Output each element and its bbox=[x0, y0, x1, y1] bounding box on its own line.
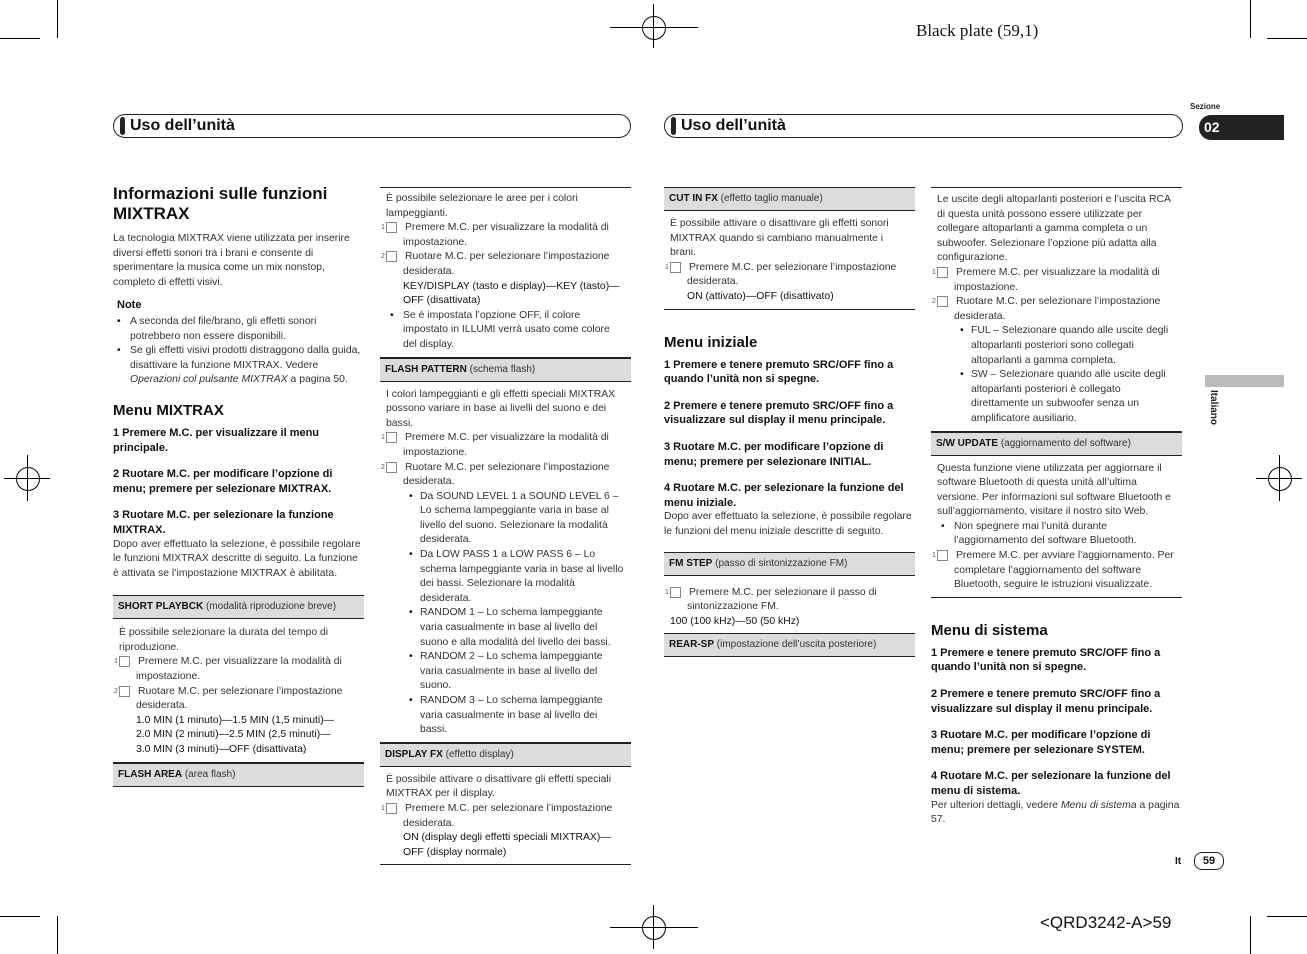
intro-text: La tecnologia MIXTRAX viene utilizzata per inserire diversi effetti sonori tra i brani e consente di sperimentare la musica come un mix nonstop, completo di effetti visivi. bbox=[113, 233, 350, 288]
step-3-text: Dopo aver effettuato la selezione, è possibile regolare le funzioni MIXTRAX descritte di seguito. La funzione è attivata se l’impostazione MIXTRAX è abilitata. bbox=[113, 538, 361, 579]
setting-bar-sw-update bbox=[931, 432, 1182, 456]
setting-box bbox=[380, 382, 631, 743]
option-item: • SW – Selezionare quando alle uscite degli altoparlanti posteriori è collegato direttamente un subwoofer senza un amplificatore ausiliario. bbox=[937, 368, 1176, 426]
setting-name: SHORT PLAYBCK bbox=[118, 601, 204, 613]
setting-bar-rear-sp bbox=[664, 634, 915, 657]
note-heading: Note bbox=[117, 299, 142, 312]
section-number-tab: 02 bbox=[1199, 115, 1284, 140]
option-list: 3.0 MIN (3 minuti)—OFF (disattivata) bbox=[136, 744, 307, 756]
setting-name: FM STEP bbox=[669, 557, 713, 569]
setting-desc: (schema flash) bbox=[466, 363, 536, 375]
step-1: 1 Premere e tenere premuto SRC/OFF fino a quando l’unità non si spegne. bbox=[931, 646, 1161, 674]
registration-target-icon bbox=[642, 916, 666, 940]
black-plate-label: Black plate (59,1) bbox=[916, 21, 1039, 40]
page-number: 59 bbox=[1194, 852, 1224, 870]
heading-menu-iniziale: Menu iniziale bbox=[664, 333, 758, 351]
setting-text: È possibile selezionare la durata del tempo di riproduzione. bbox=[119, 627, 329, 653]
heading-menu-mixtrax: Menu MIXTRAX bbox=[113, 401, 224, 419]
crop-mark bbox=[610, 927, 698, 928]
step-1: 1 Premere M.C. per visualizzare il menu principale. bbox=[113, 426, 320, 454]
setting-desc: (effetto display) bbox=[442, 748, 514, 760]
step-4: 4 Ruotare M.C. per selezionare la funzione del menu di sistema. bbox=[931, 770, 1171, 797]
note-item: • A seconda del file/brano, gli effetti sonori potrebbero non essere disponibili. bbox=[113, 315, 364, 344]
heading-menu-sistema: Menu di sistema bbox=[931, 621, 1048, 639]
step-3: 3 Ruotare M.C. per selezionare la funzione MIXTRAX. bbox=[113, 509, 334, 536]
setting-desc: (modalità riproduzione breve) bbox=[203, 601, 337, 613]
step-number-icon: 2 bbox=[386, 251, 397, 262]
step-instruction: Premere M.C. per selezionare l’impostazione desiderata. bbox=[403, 802, 613, 829]
setting-name: FLASH AREA bbox=[118, 768, 183, 780]
step-instruction: Premere M.C. per visualizzare la modalità di impostazione. bbox=[954, 266, 1160, 293]
setting-text: Le uscite degli altoparlanti posteriori e l’uscita RCA di questa unità possono essere utilizzate per collegare altoparlanti a gamma completa o un subwoofer. Selezionare l’opzione più adatta alla configurazione. bbox=[937, 194, 1171, 264]
setting-name: FLASH PATTERN bbox=[385, 363, 467, 375]
setting-box bbox=[380, 188, 631, 358]
option-item: • Da SOUND LEVEL 1 a SOUND LEVEL 6 – Lo schema lampeggiante varia in base al livello del suono. Selezionare la modalità desiderata. bbox=[386, 490, 625, 548]
step-number-icon: 1 bbox=[670, 587, 681, 598]
step-number-icon: 2 bbox=[937, 296, 948, 307]
setting-box bbox=[931, 456, 1182, 598]
option-list: 2.0 MIN (2 minuti)—2.5 MIN (2,5 minuti)— bbox=[136, 729, 331, 741]
section-header-text: Uso dell’unità bbox=[130, 117, 235, 134]
step-instruction: Ruotare M.C. per selezionare l’impostazione desiderata. bbox=[954, 296, 1161, 322]
option-item: • FUL – Selezionare quando alle uscite degli altoparlanti posteriori sono collegati altoparlanti a gamma completa. bbox=[937, 324, 1176, 368]
setting-desc: (passo di sintonizzazione FM) bbox=[712, 557, 848, 569]
step-3: 3 Ruotare M.C. per modificare l’opzione di menu; premere per selezionare INITIAL. bbox=[664, 440, 884, 468]
step-instruction: Ruotare M.C. per selezionare l’impostazione desiderata. bbox=[136, 685, 343, 712]
option-item: • RANDOM 2 – Lo schema lampeggiante varia casualmente in base al livello del suono. bbox=[386, 650, 625, 694]
section-header-right bbox=[664, 114, 1183, 138]
setting-bar-cut-in-fx bbox=[664, 187, 915, 211]
step-number-icon: 2 bbox=[386, 462, 397, 473]
crop-mark bbox=[1250, 0, 1251, 38]
setting-bar-display-fx bbox=[380, 743, 631, 767]
bullet-note: • Non spegnere mai l’unità durante l’aggiornamento del software Bluetooth. bbox=[937, 520, 1176, 549]
step-3: 3 Ruotare M.C. per modificare l’opzione di menu; premere per selezionare SYSTEM. bbox=[931, 729, 1151, 756]
setting-bar-short-playbck bbox=[113, 595, 364, 619]
setting-desc: (area flash) bbox=[182, 768, 236, 780]
registration-target-icon bbox=[1268, 467, 1292, 491]
step-instruction: Premere M.C. per avviare l’aggiornamento. Per completare l’aggiornamento del software Bluetooth, seguire le istruzioni visualizzate. bbox=[954, 550, 1174, 591]
setting-box bbox=[931, 188, 1182, 432]
option-item: • RANDOM 3 – Lo schema lampeggiante varia casualmente in base al livello dei bassi. bbox=[386, 694, 625, 738]
note-text: a pagina 50. bbox=[287, 374, 348, 386]
crop-mark bbox=[610, 27, 698, 28]
step-1: 1 Premere e tenere premuto SRC/OFF fino a quando l’unità non si spegne. bbox=[664, 358, 894, 386]
pill-dot-icon bbox=[671, 117, 676, 135]
registration-target-icon bbox=[16, 467, 40, 491]
option-item: • RANDOM 1 – Lo schema lampeggiante varia casualmente in base al livello del suono e alla modalità del livello dei bassi. bbox=[386, 606, 625, 650]
crop-mark bbox=[0, 916, 40, 917]
setting-text: È possibile attivare o disattivare gli effetti speciali MIXTRAX per il display. bbox=[386, 773, 612, 800]
setting-desc: (effetto taglio manuale) bbox=[717, 193, 823, 204]
step-2: 2 Premere e tenere premuto SRC/OFF fino a visualizzare sul display il menu principale. bbox=[931, 688, 1161, 715]
crop-mark bbox=[0, 38, 40, 39]
heading-mixtrax-info: Informazioni sulle funzioni MIXTRAX bbox=[113, 184, 328, 223]
step-2: 2 Premere e tenere premuto SRC/OFF fino a visualizzare sul display il menu principale. bbox=[664, 399, 894, 427]
pill-dot-icon bbox=[120, 117, 125, 135]
setting-text: I colori lampeggianti e gli effetti speciali MIXTRAX possono variare in base ai livelli del suono e dei bassi. bbox=[386, 388, 616, 429]
step-number-icon: 1 bbox=[386, 432, 397, 443]
note-link: Operazioni col pulsante MIXTRAX bbox=[130, 374, 288, 386]
setting-text: È possibile attivare o disattivare gli effetti sonori MIXTRAX quando si cambiano manualmente i brani. bbox=[670, 218, 889, 259]
step-instruction: Ruotare M.C. per selezionare l’impostazione desiderata. bbox=[403, 251, 610, 277]
setting-box bbox=[664, 576, 915, 635]
registration-target-icon bbox=[642, 16, 666, 40]
setting-name: S/W UPDATE bbox=[936, 437, 999, 449]
step-instruction: Premere M.C. per selezionare il passo di sintonizzazione FM. bbox=[687, 586, 877, 613]
step-number-icon: 1 bbox=[119, 656, 130, 667]
step-number-icon: 1 bbox=[937, 550, 948, 561]
step-number-icon: 2 bbox=[119, 686, 130, 697]
language-label: Italiano bbox=[1208, 390, 1219, 426]
column-4 bbox=[931, 187, 1182, 828]
setting-bar-flash-pattern bbox=[380, 358, 631, 382]
setting-desc: (impostazione dell’uscita posteriore) bbox=[714, 639, 877, 651]
crop-mark bbox=[1267, 916, 1307, 917]
crop-mark bbox=[1267, 38, 1307, 39]
step-number-icon: 1 bbox=[386, 803, 397, 814]
step-4-text bbox=[931, 799, 1182, 828]
section-header-left bbox=[113, 114, 631, 138]
step-instruction: Premere M.C. per selezionare l’impostazione desiderata. bbox=[687, 261, 897, 288]
step-4-text: Dopo aver effettuato la selezione, è possibile regolare le funzioni del menu iniziale descritte di seguito. bbox=[664, 511, 912, 537]
setting-box bbox=[113, 619, 364, 762]
crop-mark bbox=[653, 4, 654, 48]
step-link: Menu di sistema bbox=[1060, 799, 1137, 811]
setting-bar-fm-step bbox=[664, 552, 915, 576]
setting-name: CUT IN FX bbox=[669, 193, 718, 204]
option-item: • Da LOW PASS 1 a LOW PASS 6 – Lo schema lampeggiante varia in base al livello dei bassi. Selezionare la modalità desiderata. bbox=[386, 548, 625, 606]
option-list: ON (attivato)—OFF (disattivato) bbox=[687, 290, 834, 302]
crop-mark bbox=[57, 916, 58, 954]
language-bar bbox=[1205, 375, 1284, 387]
option-list: ON (display degli effetti speciali MIXTRAX)—OFF (display normale) bbox=[403, 832, 611, 858]
section-header-text: Uso dell’unità bbox=[681, 117, 786, 134]
document-code: <QRD3242-A>59 bbox=[1040, 913, 1172, 932]
step-number-icon: 1 bbox=[937, 267, 948, 278]
step-number-icon: 1 bbox=[386, 222, 397, 233]
step-instruction: Premere M.C. per visualizzare la modalità di impostazione. bbox=[403, 222, 609, 248]
crop-mark bbox=[1250, 916, 1251, 954]
note-item bbox=[113, 344, 364, 388]
setting-name: REAR-SP bbox=[669, 639, 715, 651]
crop-mark bbox=[57, 0, 58, 38]
setting-box bbox=[380, 767, 631, 866]
step-number-icon: 1 bbox=[670, 262, 681, 273]
setting-name: DISPLAY FX bbox=[385, 748, 443, 760]
setting-text: È possibile selezionare le aree per i colori lampeggianti. bbox=[386, 193, 578, 219]
crop-mark bbox=[1256, 478, 1302, 479]
note-text: Se gli effetti visivi prodotti distraggono dalla guida, disattivare la funzione MIXTRAX. Vedere bbox=[130, 345, 361, 371]
step-4: 4 Ruotare M.C. per selezionare la funzione del menu iniziale. bbox=[664, 482, 904, 509]
option-list: KEY/DISPLAY (tasto e display)—KEY (tasto)—OFF (disattivata) bbox=[403, 280, 620, 307]
setting-box bbox=[664, 211, 915, 310]
step-instruction: Ruotare M.C. per selezionare l’impostazione desiderata. bbox=[403, 461, 610, 488]
option-list: 100 (100 kHz)—50 (50 kHz) bbox=[670, 615, 800, 627]
step-instruction: Premere M.C. per visualizzare la modalità di impostazione. bbox=[136, 656, 342, 683]
column-1 bbox=[113, 184, 364, 787]
column-3 bbox=[664, 187, 915, 657]
step-instruction: Premere M.C. per visualizzare la modalità di impostazione. bbox=[403, 432, 609, 458]
language-abbr: It bbox=[1175, 856, 1182, 867]
setting-desc: (aggiornamento del software) bbox=[998, 437, 1131, 449]
crop-mark bbox=[4, 478, 50, 479]
step-text: a pagina 57. bbox=[931, 799, 1180, 826]
setting-text: Questa funzione viene utilizzata per aggiornare il software Bluetooth di questa unità all’ultima versione. Per informazioni sul software Bluetooth e sull’aggiornamento, visitare il nostro sito Web. bbox=[937, 462, 1171, 518]
bullet-note: • Se è impostata l’opzione OFF, il colore impostato in ILLUMI verrà usato come colore del display. bbox=[386, 309, 625, 353]
section-label: Sezione bbox=[1190, 102, 1221, 111]
column-2 bbox=[380, 187, 631, 865]
step-2: 2 Ruotare M.C. per modificare l’opzione di menu; premere per selezionare MIXTRAX. bbox=[113, 468, 333, 495]
step-text: Per ulteriori dettagli, vedere bbox=[931, 799, 1061, 811]
option-list: 1.0 MIN (1 minuto)—1.5 MIN (1,5 minuti)— bbox=[136, 714, 335, 726]
setting-bar-flash-area bbox=[113, 763, 364, 787]
